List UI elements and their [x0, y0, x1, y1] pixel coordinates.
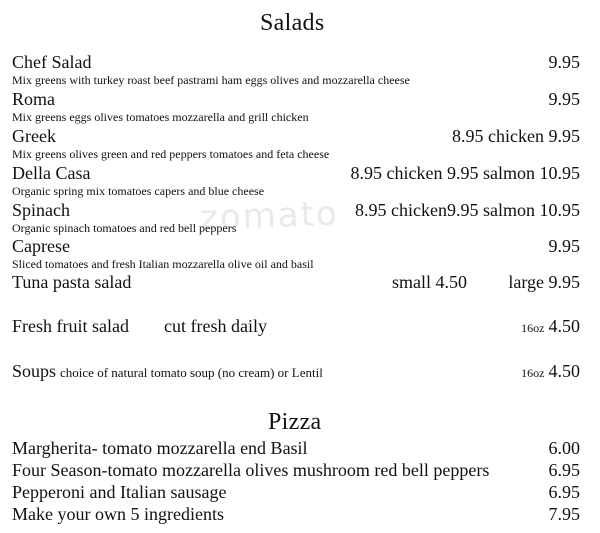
menu-item-chef-salad — [12, 52, 580, 88]
salads-title: Salads — [260, 10, 325, 36]
item-price: 6.00 — [548, 438, 580, 458]
item-size: 16oz — [521, 366, 545, 380]
item-price: 6.95 — [548, 460, 580, 480]
item-note: cut fresh daily — [164, 316, 267, 336]
pizza-title: Pizza — [268, 409, 322, 435]
item-description: Mix greens with turkey roast beef pastrami ham eggs olives and mozzarella cheese — [12, 73, 410, 87]
item-description: Organic spring mix tomatoes capers and blue cheese — [12, 184, 265, 198]
item-name: Fresh fruit salad — [12, 316, 129, 336]
menu-item-della-casa — [12, 163, 580, 199]
menu-item-fresh-fruit-salad — [12, 316, 580, 340]
menu-item-make-your-own — [12, 504, 580, 526]
item-name: Four Season-tomato mozzarella olives mushroom red bell peppers — [12, 460, 490, 480]
item-price-group — [521, 316, 580, 337]
item-name: Chef Salad — [12, 52, 92, 72]
item-name: Caprese — [12, 236, 70, 256]
item-size: 16oz — [521, 321, 545, 335]
item-name: Margherita- tomato mozzarella end Basil — [12, 438, 308, 458]
item-price-large: large 9.95 — [508, 272, 580, 292]
menu-item-tuna-pasta-salad — [12, 272, 580, 296]
item-name: Make your own 5 ingredients — [12, 504, 224, 524]
item-name: Greek — [12, 126, 56, 146]
item-price: 9.95 — [548, 236, 580, 256]
item-description: Organic spinach tomatoes and red bell peppers — [12, 221, 237, 235]
item-name: Pepperoni and Italian sausage — [12, 482, 227, 502]
item-price-small: small 4.50 — [392, 272, 467, 292]
item-description: Sliced tomatoes and fresh Italian mozzarella olive oil and basil — [12, 257, 314, 271]
item-name: Roma — [12, 89, 55, 109]
menu-item-margherita — [12, 438, 580, 460]
menu-item-greek — [12, 126, 580, 162]
watermark-logo: zomato — [199, 193, 340, 239]
menu-item-pepperoni — [12, 482, 580, 504]
item-price: 7.95 — [548, 504, 580, 524]
item-price-group — [521, 361, 580, 382]
item-price: 6.95 — [548, 482, 580, 502]
item-price: 9.95 — [548, 89, 580, 109]
item-name: Spinach — [12, 200, 70, 220]
item-price: 8.95 chicken9.95 salmon 10.95 — [355, 200, 580, 220]
menu-item-soups — [12, 361, 580, 385]
item-name: Della Casa — [12, 163, 91, 183]
item-description: Mix greens eggs olives tomatoes mozzarella and grill chicken — [12, 110, 309, 124]
menu-item-roma — [12, 89, 580, 125]
item-name-group — [12, 361, 323, 382]
item-price: 8.95 chicken 9.95 — [452, 126, 580, 146]
item-name: Soups — [12, 361, 57, 381]
menu-item-four-season — [12, 460, 580, 482]
item-description: Mix greens olives green and red peppers tomatoes and feta cheese — [12, 147, 330, 161]
item-description: choice of natural tomato soup (no cream) or Lentil — [60, 365, 323, 380]
item-price: 4.50 — [548, 316, 580, 336]
item-price: 8.95 chicken 9.95 salmon 10.95 — [350, 163, 580, 183]
menu-item-spinach — [12, 200, 580, 236]
item-name: Tuna pasta salad — [12, 272, 132, 292]
item-price: 4.50 — [548, 361, 580, 381]
item-price: 9.95 — [548, 52, 580, 72]
menu-item-caprese — [12, 236, 580, 272]
